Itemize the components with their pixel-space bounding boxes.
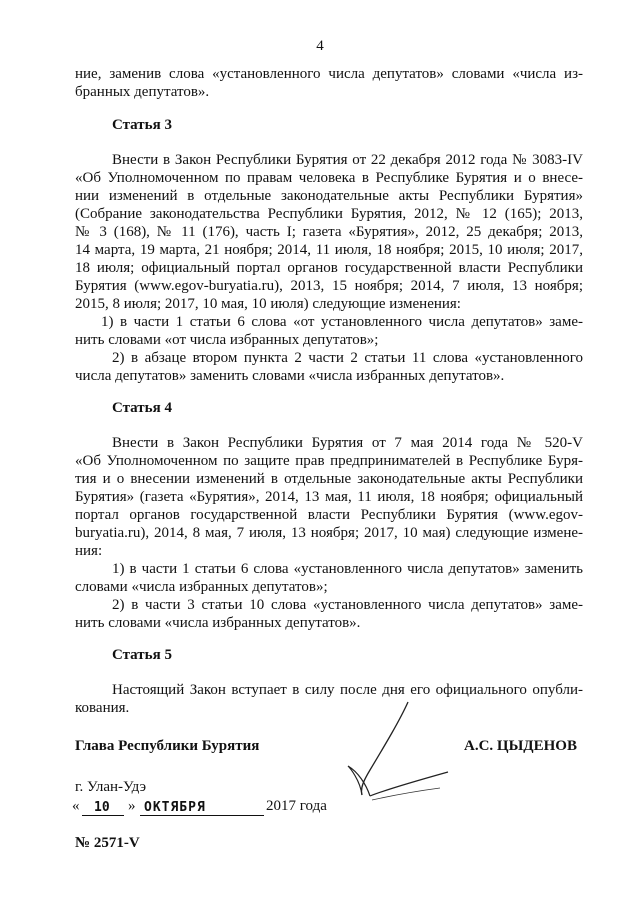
article3-line: «Об Уполномоченном по правам человека в Республике Бурятия и о внесе- — [75, 170, 583, 186]
month-underline — [140, 815, 264, 816]
article4-line: Внести в Закон Республики Бурятия от 7 мая 2014 года № 520-V — [112, 435, 583, 451]
article4-heading: Статья 4 — [112, 400, 172, 416]
date-month: ОКТЯБРЯ — [144, 800, 206, 815]
article4-line: портал органов государственной власти Республики Бурятия (www.egov- — [75, 507, 583, 523]
date-close-quote: » — [128, 798, 136, 814]
article4-line: тия и о внесении изменений в отдельные законодательные акты Республики — [75, 471, 583, 487]
article4-line: «Об Уполномоченном по защите прав предпринимателей в Республике Буря- — [75, 453, 583, 469]
place: г. Улан-Удэ — [75, 779, 147, 795]
article3-line: 14 марта, 19 марта, 21 ноября; 2014, 11 июля, 18 ноября; 2015, 10 июля; 2017, — [75, 242, 583, 258]
signatory-name: А.С. ЦЫДЕНОВ — [464, 738, 577, 754]
article4-line: нить словами «числа избранных депутатов». — [75, 615, 361, 631]
article3-line: Бурятия (www.egov-buryatia.ru), 2013, 15 ноября; 2014, 7 июля, 13 ноября; — [75, 278, 583, 294]
signatory-title: Глава Республики Бурятия — [75, 738, 260, 754]
article3-line: числа депутатов» заменить словами «числа избранных депутатов». — [75, 368, 505, 384]
date-day: 10 — [94, 800, 110, 815]
signing-date — [72, 798, 372, 818]
article4-line: Бурятия» (газета «Бурятия», 2014, 13 мая, 11 июля, 18 ноября; официальный — [75, 489, 583, 505]
intro-line: ние, заменив слова «установленного числа депутатов» словами «числа из- — [75, 66, 583, 82]
law-number: № 2571-V — [75, 835, 140, 851]
article4-line: словами «числа избранных депутатов»; — [75, 579, 328, 595]
article3-line: 2015, 8 июля; 2017, 10 мая, 10 июля) следующие изменения: — [75, 296, 461, 312]
intro-line: бранных депутатов». — [75, 84, 210, 100]
date-year: 2017 года — [266, 798, 327, 814]
article3-line: 2) в абзаце втором пункта 2 части 2 статьи 11 слова «установленного — [112, 350, 583, 366]
article3-line: 1) в части 1 статьи 6 слова «от установленного числа депутатов» заме- — [101, 314, 583, 330]
article3-line: 18 июля; официальный портал органов государственной власти Республики — [75, 260, 583, 276]
article5-heading: Статья 5 — [112, 647, 172, 663]
article3-line: нить словами «от числа избранных депутатов»; — [75, 332, 379, 348]
date-open-quote: « — [72, 798, 80, 814]
article3-line: Внести в Закон Республики Бурятия от 22 декабря 2012 года № 3083-IV — [112, 152, 583, 168]
day-underline — [82, 815, 124, 816]
article5-line: Настоящий Закон вступает в силу после дня его официального опубли- — [112, 682, 583, 698]
article4-line: ния: — [75, 543, 103, 559]
article4-line: buryatia.ru), 2014, 8 мая, 7 июля, 13 ноября; 2017, 10 мая) следующие измене- — [75, 525, 583, 541]
article4-line: 1) в части 1 статьи 6 слова «установленного числа депутатов» заменить — [112, 561, 583, 577]
article4-line: 2) в части 3 статьи 10 слова «установленного числа депутатов» заме- — [112, 597, 583, 613]
page-number: 4 — [316, 38, 324, 54]
article5-line: кования. — [75, 700, 130, 716]
article3-line: нии изменений в отдельные законодательные акты Республики Бурятия» — [75, 188, 583, 204]
article3-line: № 3 (168), № 11 (176), часть I; газета «Бурятия», 2012, 25 декабря; 2013, — [75, 224, 583, 240]
article3-line: (Собрание законодательства Республики Бурятия, 2012, № 12 (165); 2013, — [75, 206, 583, 222]
handwritten-signature — [330, 700, 450, 810]
article3-heading: Статья 3 — [112, 117, 172, 133]
